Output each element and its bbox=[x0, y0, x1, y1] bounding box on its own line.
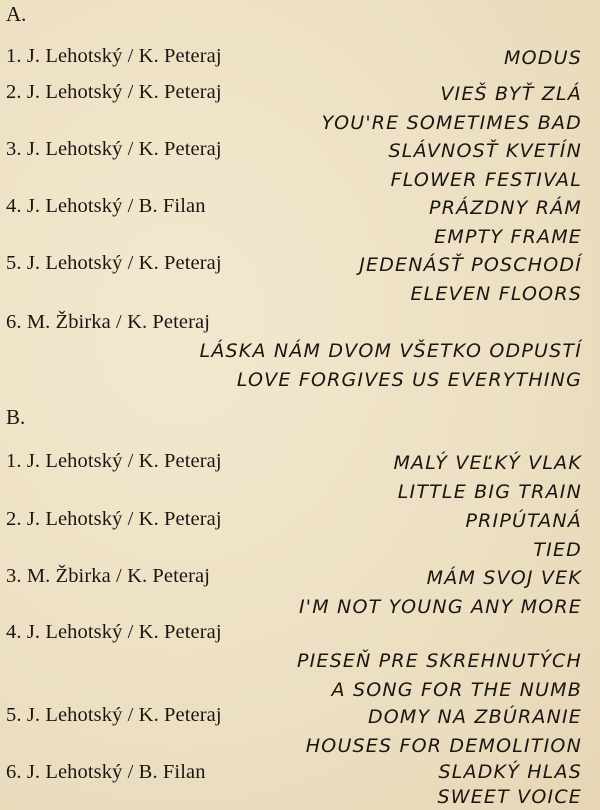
track-title-english: YOU'RE SOMETIMES BAD bbox=[321, 111, 582, 134]
track-credit: J. Lehotský / K. Peteraj bbox=[26, 621, 222, 643]
track-credit: J. Lehotský / B. Filan bbox=[26, 195, 206, 217]
track-a2 bbox=[6, 80, 582, 140]
track-title: SLADKÝ HLAS bbox=[438, 761, 582, 783]
side-a-label: A. bbox=[6, 2, 27, 26]
track-credit: J. Lehotský / K. Peteraj bbox=[26, 704, 222, 726]
track-a5 bbox=[6, 251, 582, 311]
track-b5 bbox=[6, 703, 582, 763]
side-b-label: B. bbox=[6, 405, 26, 429]
track-number: 1. bbox=[6, 450, 22, 472]
track-title-english: A SONG FOR THE NUMB bbox=[331, 678, 582, 701]
track-title-english: LITTLE BIG TRAIN bbox=[397, 480, 582, 503]
track-credit: J. Lehotský / K. Peteraj bbox=[26, 45, 222, 67]
track-title: SLÁVNOSŤ KVETÍN bbox=[388, 140, 582, 162]
track-title-english: LOVE FORGIVES US EVERYTHING bbox=[236, 368, 582, 391]
track-title-english: ELEVEN FLOORS bbox=[410, 282, 582, 305]
track-number: 5. bbox=[6, 252, 22, 274]
track-credit: J. Lehotský / K. Peteraj bbox=[26, 450, 222, 472]
track-number: 2. bbox=[6, 81, 22, 103]
track-credit: J. Lehotský / B. Filan bbox=[26, 761, 206, 783]
track-credit: J. Lehotský / K. Peteraj bbox=[26, 508, 222, 530]
track-b1 bbox=[6, 449, 582, 509]
track-b4 bbox=[6, 620, 582, 701]
track-title: MALÝ VEĽKÝ VLAK bbox=[393, 452, 582, 474]
track-title: VIEŠ BYŤ ZLÁ bbox=[440, 83, 582, 105]
track-number: 6. bbox=[6, 311, 22, 333]
track-number: 1. bbox=[6, 45, 22, 67]
track-a1 bbox=[6, 44, 582, 74]
track-credit: J. Lehotský / K. Peteraj bbox=[26, 252, 222, 274]
track-title: DOMY NA ZBÚRANIE bbox=[367, 706, 582, 728]
track-number: 5. bbox=[6, 704, 22, 726]
track-number: 4. bbox=[6, 195, 22, 217]
track-title: JEDENÁSŤ POSCHODÍ bbox=[359, 254, 582, 276]
track-title: MODUS bbox=[504, 47, 582, 69]
track-title: MÁM SVOJ VEK bbox=[426, 567, 582, 589]
track-a3 bbox=[6, 137, 582, 197]
track-b6 bbox=[6, 760, 582, 810]
track-credit: J. Lehotský / K. Peteraj bbox=[26, 81, 222, 103]
track-title-english: FLOWER FESTIVAL bbox=[390, 168, 582, 191]
track-title: LÁSKA NÁM DVOM VŠETKO ODPUSTÍ bbox=[199, 340, 582, 362]
track-title-english: HOUSES FOR DEMOLITION bbox=[305, 734, 582, 757]
track-title-english: EMPTY FRAME bbox=[434, 225, 582, 248]
track-number: 3. bbox=[6, 138, 22, 160]
track-title-english: TIED bbox=[533, 538, 582, 561]
track-number: 4. bbox=[6, 621, 22, 643]
track-credit: M. Žbirka / K. Peteraj bbox=[26, 311, 211, 333]
track-title: PRIPÚTANÁ bbox=[465, 510, 582, 532]
track-credit: M. Žbirka / K. Peteraj bbox=[26, 565, 211, 587]
track-title: PRÁZDNY RÁM bbox=[429, 197, 582, 219]
track-number: 6. bbox=[6, 761, 22, 783]
track-title-english: I'M NOT YOUNG ANY MORE bbox=[299, 595, 582, 618]
track-a4 bbox=[6, 194, 582, 254]
track-number: 3. bbox=[6, 565, 22, 587]
track-title: PIESEŇ PRE SKREHNUTÝCH bbox=[296, 650, 582, 672]
track-b2 bbox=[6, 507, 582, 567]
track-b3 bbox=[6, 564, 582, 624]
track-title-english: SWEET VOICE bbox=[437, 786, 582, 808]
track-a6 bbox=[6, 310, 582, 391]
track-credit: J. Lehotský / K. Peteraj bbox=[26, 138, 222, 160]
track-number: 2. bbox=[6, 508, 22, 530]
